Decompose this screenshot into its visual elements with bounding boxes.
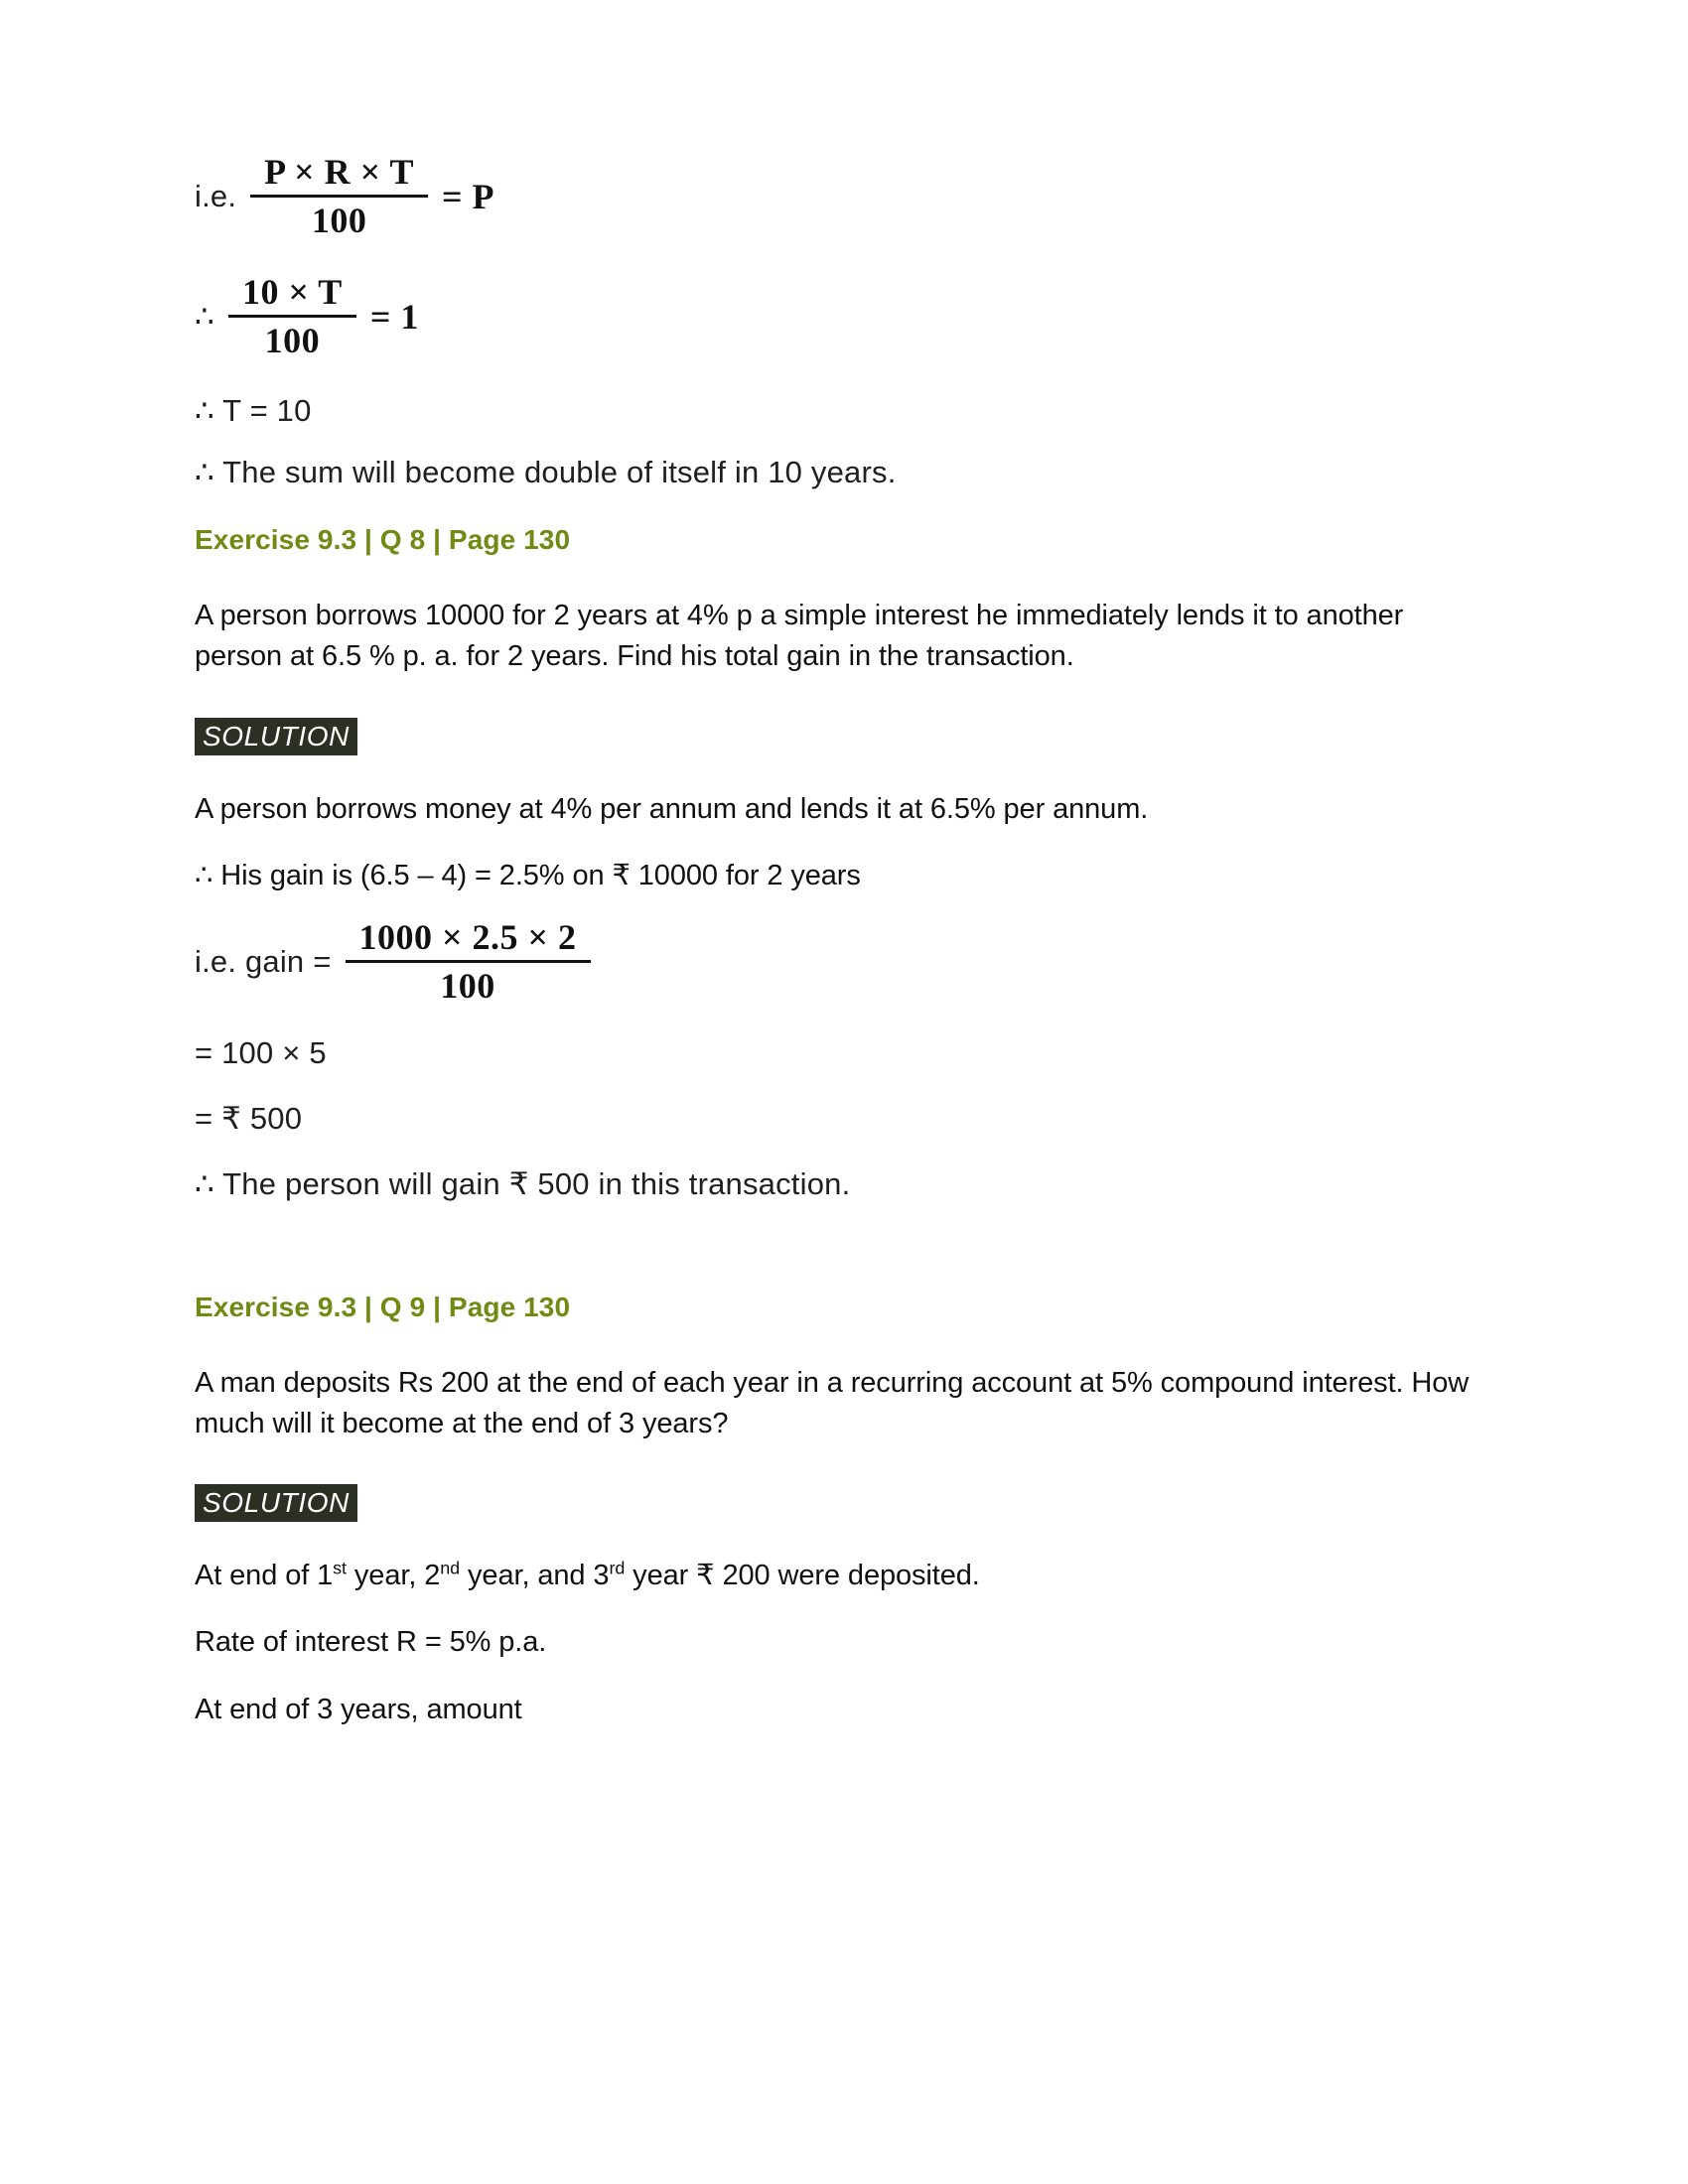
- spacer: [195, 363, 1476, 393]
- solution-label-q9: SOLUTION: [195, 1484, 357, 1522]
- spacer: [195, 1137, 1476, 1166]
- solution-line-amount-at-end: At end of 3 years, amount: [195, 1693, 522, 1725]
- spacer: [195, 896, 1476, 914]
- fraction-denominator: 100: [264, 321, 321, 361]
- equation-right-side: = 1: [369, 296, 419, 337]
- deposit-text-part-4: year ₹ 200 were deposited.: [625, 1560, 980, 1592]
- equation-simple-interest-doubling: [195, 149, 1476, 243]
- fraction-numerator: 10 × T: [241, 272, 343, 313]
- deposit-text-part-1: At end of 1: [195, 1560, 334, 1592]
- spacer: [195, 429, 1476, 455]
- fraction-denominator: 100: [440, 966, 495, 1007]
- fraction-prt-over-100: [250, 149, 428, 243]
- conclusion-person-gain: ∴ The person will gain ₹ 500 in this transaction.: [195, 1165, 851, 1201]
- exercise-heading-q8[interactable]: Exercise 9.3 | Q 8 | Page 130: [195, 524, 571, 556]
- solution-line-rate-of-interest: Rate of interest R = 5% p.a.: [195, 1626, 547, 1659]
- spacer: [195, 1664, 1476, 1690]
- equation-gain-step-1: = 100 × 5: [195, 1034, 327, 1070]
- solution-line-gain-percentage: ∴ His gain is (6.5 – 4) = 2.5% on ₹ 10000 for 2 years: [195, 860, 861, 892]
- equation-ten-t-over-hundred: [195, 269, 1476, 363]
- deposit-text-part-2: year, 2: [346, 1560, 441, 1592]
- equation-t-equals-10: ∴ T = 10: [195, 393, 312, 429]
- spacer: [195, 1202, 1476, 1292]
- exercise-heading-q9[interactable]: Exercise 9.3 | Q 9 | Page 130: [195, 1291, 571, 1322]
- fraction-numerator: 1000 × 2.5 × 2: [358, 917, 577, 958]
- spacer: [195, 1596, 1476, 1622]
- solution-label-q8: SOLUTION: [195, 718, 357, 755]
- question-text-q9: A man deposits Rs 200 at the end of each year in a recurring account at 5% compound interest. How much will it become at the end of 3 years?: [195, 1366, 1470, 1439]
- equation-lead-gain: i.e. gain =: [195, 943, 332, 979]
- solution-badge-wrapper-q9: [195, 1484, 1476, 1522]
- ordinal-suffix-first: st: [333, 1558, 347, 1578]
- spacer: [195, 1071, 1476, 1101]
- solution-line-deposits: [195, 1556, 1471, 1596]
- fraction-10t-over-100: [228, 269, 356, 363]
- conclusion-sum-doubles: ∴ The sum will become double of itself in 10 years.: [195, 455, 897, 490]
- solution-badge-wrapper-q8: [195, 718, 1476, 755]
- spacer: [195, 556, 1476, 596]
- spacer: [195, 490, 1476, 524]
- ordinal-suffix-second: nd: [440, 1558, 461, 1578]
- spacer: [195, 1010, 1476, 1035]
- question-text-q8: A person borrows 10000 for 2 years at 4% p a simple interest he immediately lends it to another person at 6.5 % p. a. for 2 years. Find his total gain in the transaction.: [195, 600, 1404, 673]
- fraction-gain-over-100: [346, 914, 591, 1009]
- spacer: [195, 1444, 1476, 1484]
- fraction-denominator: 100: [311, 201, 367, 241]
- deposit-text-part-3: year, and 3: [460, 1560, 610, 1592]
- equation-gain-fraction: [195, 914, 1476, 1009]
- equation-lead-therefore: ∴: [195, 298, 214, 334]
- spacer: [195, 1522, 1476, 1556]
- spacer: [195, 1323, 1476, 1363]
- fraction-numerator: P × R × T: [264, 152, 415, 192]
- spacer: [195, 755, 1476, 789]
- document-content: [195, 149, 1476, 1730]
- equation-gain-step-2: = ₹ 500: [195, 1100, 303, 1136]
- spacer: [195, 830, 1476, 856]
- equation-lead-label: i.e.: [195, 178, 237, 213]
- spacer: [195, 243, 1476, 269]
- solution-line-borrows-lends: A person borrows money at 4% per annum and lends it at 6.5% per annum.: [195, 793, 1149, 826]
- spacer: [195, 678, 1476, 718]
- ordinal-suffix-third: rd: [609, 1558, 626, 1578]
- equation-right-side: = P: [442, 176, 495, 216]
